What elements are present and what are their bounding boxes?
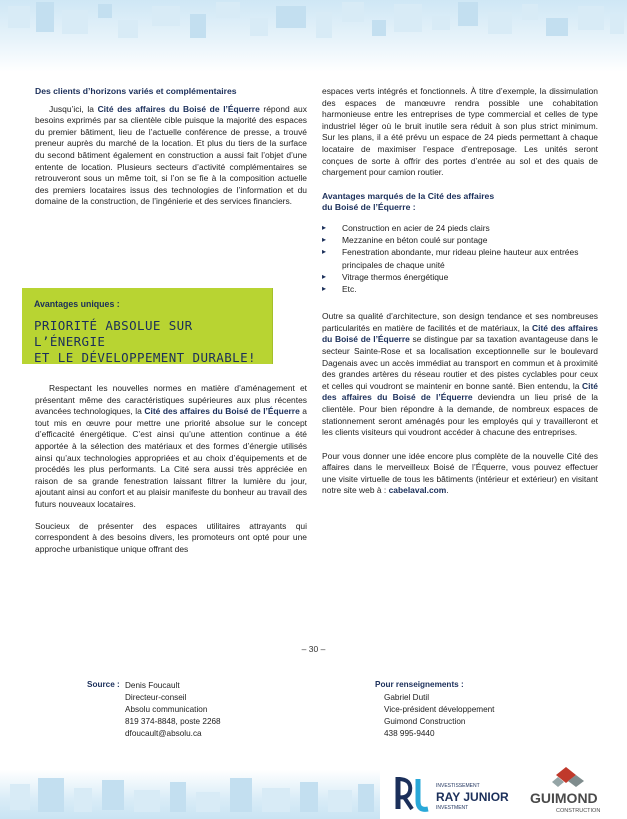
- source-label: Source :: [87, 680, 120, 689]
- info-contact: Gabriel Dutil Vice-président développement Guimond Construction 438 995-9440: [384, 693, 495, 739]
- paragraph-utilitaires: Soucieux de présenter des espaces utilitaires attrayants qui correspondent à des besoins divers, les promoteurs ont opté pour une approche urbanistique unique offrant des: [35, 520, 307, 554]
- list-item: ▸ Mezzanine en béton coulé sur pontage: [322, 234, 598, 246]
- source-email-link[interactable]: dfoucault@absolu.ca: [125, 729, 202, 739]
- info-label: Pour renseignements :: [375, 680, 464, 689]
- website-link[interactable]: cabelaval.com: [388, 485, 447, 496]
- svg-text:CONSTRUCTION: CONSTRUCTION: [556, 808, 601, 814]
- callout-title: PRIORITÉ ABSOLUE SUR L’ÉNERGIE ET LE DÉVELOPPEMENT DURABLE!: [34, 318, 256, 365]
- features-list: [322, 222, 598, 295]
- cite-name-emphasis: Cité des affaires du Boisé de l’Équerre: [97, 103, 260, 114]
- cite-name-emphasis: Cité des affaires du Boisé de l’Équerre: [322, 380, 598, 403]
- list-item: ▸ Construction en acier de 24 pieds clairs: [322, 222, 598, 234]
- left-column: [35, 86, 307, 208]
- left-column-lower: [35, 383, 307, 555]
- list-item: ▸ Fenestration abondante, mur rideau pleine hauteur aux entrées principales de chaque unité: [322, 246, 598, 270]
- paragraph-clients: Jusqu’ici, la Cité des affaires du Boisé de l’Équerre répond aux besoins exprimés par sa clientèle cible puisque la majorité des espaces du premier bâtiment, lieu de l’actuelle conférence de presse, a trouvé preneur auprès du marché de la location. Et plus du tiers de la surface du second bâtiment également en construction a aussi fait l’objet d’une entente de location. Plusieurs secteurs d’activité complémentaires se retrouveront sous un même toit, si l’on se fie à la composition actuelle des premiers locataires issus des technologies de l’information et du domaine de la construction, de l’ingénierie et des services financiers.: [35, 103, 307, 207]
- bottom-decorative-band: [0, 770, 380, 819]
- page-number: – 30 –: [301, 644, 326, 654]
- ray-junior-logo: [392, 773, 512, 815]
- section-heading-avantages: Avantages marqués de la Cité des affaires du Boisé de l’Équerre :: [322, 190, 495, 213]
- cite-name-emphasis: Cité des affaires du Boisé de l’Équerre: [144, 406, 300, 417]
- paragraph-espaces-verts: espaces verts intégrés et fonctionnels. À titre d’exemple, la dissimulation des espaces de manœuvre rendra possible une cohabitation harmonieuse entre les entreprises de type commercial et celles de type industriel léger où le bruit inutile sera réduit à son plus strict minimum. Sur les plans, il a été prévu un espace de 24 pieds permettant à chaque locataire de maximiser l’espace d’entreposage. Les unités seront conçues de sorte à offrir des portes d’entrée au sol et des quais de chargement pour camion routier.: [322, 86, 598, 178]
- svg-text:INVESTISSEMENT: INVESTISSEMENT: [436, 783, 480, 789]
- callout-subtitle: Avantages uniques :: [34, 299, 120, 309]
- callout-box-energy: [22, 288, 272, 364]
- svg-text:INVESTMENT: INVESTMENT: [436, 805, 469, 811]
- section-heading-clients: Des clients d’horizons variés et complémentaires: [35, 86, 237, 96]
- cite-name-emphasis: Cité des affaires du Boisé de l’Équerre: [322, 322, 598, 345]
- guimond-construction-logo: [520, 763, 620, 815]
- paragraph-visite-virtuelle: Pour vous donner une idée encore plus complète de la nouvelle Cité des affaires dans le merveilleux Boisé de l’Équerre, vous pouvez effectuer une visite virtuelle de tous les bâtiments (intérieur et extérieur) en visitant notre site web à : cabelaval.com.: [322, 450, 598, 496]
- list-item: ▸ Etc.: [322, 283, 598, 295]
- source-contact: Denis Foucault Directeur-conseil Absolu communication 819 374-8848, poste 2268 dfoucault@absolu.ca: [125, 680, 221, 740]
- svg-text:RAY JUNIOR: RAY JUNIOR: [436, 790, 509, 804]
- paragraph-energy: Respectant les nouvelles normes en matière d’aménagement et présentant même des caractéristiques supérieures aux plus récentes avancées technologiques, la Cité des affaires du Boisé de l’Équerre a tout mis en œuvre pour mettre une priorité absolue sur le concept d’efficacité énergétique. C’est ainsi qu’une attention continue a été apportée à la sélection des matériaux et des formes d’énergie utilisés ainsi qu’aux technologies appropriées et au choix d’équipements et de procédés les plus performants. La Cité sera aussi très appréciée en raison de sa grande fenestration laissant filtrer la lumière du jour, ajoutant ainsi au confort et au plaisir manifeste du bonheur au travail des futurs nouveaux locataires.: [35, 383, 307, 509]
- svg-text:GUIMOND: GUIMOND: [530, 790, 598, 806]
- paragraph-architecture: Outre sa qualité d’architecture, son design tendance et ses nombreuses particularités en matière de facilités et de matériaux, la Cité des affaires du Boisé de l’Équerre se distingue par sa taxation avantageuse dans le secteur Sainte-Rose et sa localisation exceptionnelle sur le boulevard Dagenais avec un accès immédiat au transport en commun et à proximité des grandes artères du réseau routier et des pistes cyclables pour ceux et celles qui voudront se maintenir en bonne santé. Bien entendu, la Cité des affaires du Boisé de l’Équerre deviendra un lieu prisé de la clientèle. Pour bien répondre à la demande, de nombreux espaces de stationnement seront aménagés pour les employés qui y travailleront et les clients visiteurs qui voudront accéder à chacune des entreprises.: [322, 311, 598, 438]
- right-column: [322, 86, 598, 497]
- list-item: ▸ Vitrage thermos énergétique: [322, 271, 598, 283]
